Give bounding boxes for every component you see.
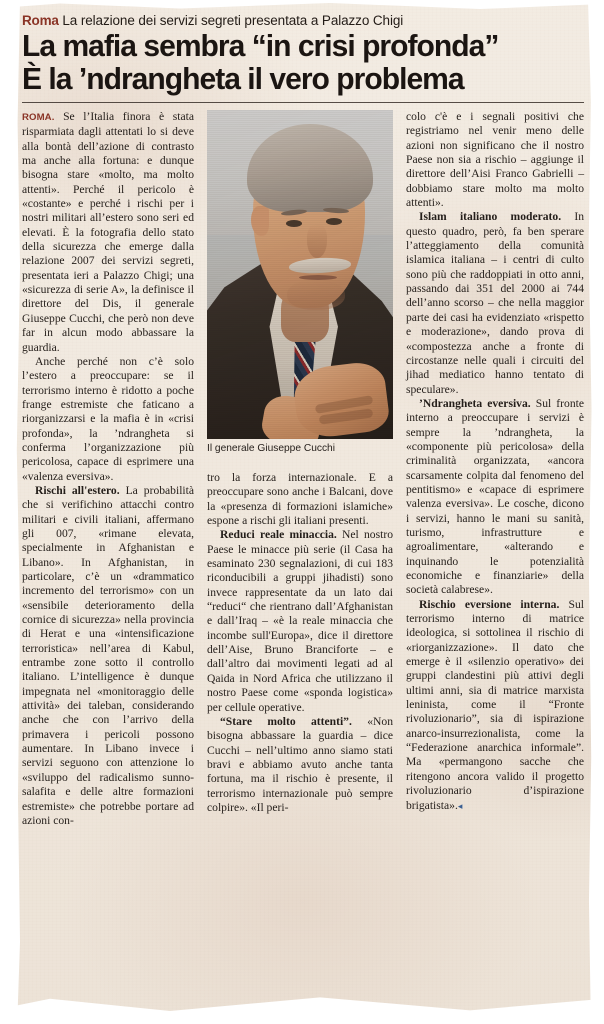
headline-line-2: È la ’ndrangheta il vero problema [22,62,464,96]
kicker-place: Roma [22,13,59,28]
paragraph: tro la forza internazionale. E a preoccupare sono anche i Balcani, dove la «presenza di formazioni islamiche» espone a rischi gli italiani presenti. [207,471,393,528]
column-3 [406,110,584,813]
photo-caption: Il generale Giuseppe Cucchi [207,443,335,454]
section-text: In questo quadro, però, fa ben sperare l’atteggiamento della comunità islamica italiana – i centri di culto sono più che raddoppiati in otto anni, passando dai 351 del 2000 ai 744 dell’anno scorso – che nella maggior parte dei casi ha evidenziato «rispetto e moderazione», dando prova di «compostezza anche a fronte di circostanze nelle quali i circuiti del jihad mediatico hanno tentato di speculare». [406,210,584,396]
portrait-photo [207,110,393,439]
photo-block [207,110,393,467]
photo-halftone-grain [207,110,393,439]
paragraph: colo c'è e i segnali positivi che registriamo nel venir meno delle azioni non significano che il nostro Paese non sia a rischio – aggiunge il direttore dell’Aisi Franco Gabrielli – dobbiamo stare molto ma molto attenti». [406,110,584,210]
caption-spacer [207,455,393,467]
section-title: Rischio eversione interna. [419,597,560,611]
paragraph-section [406,210,584,396]
headline-line-1: La mafia sembra “in crisi profonda” [22,29,499,63]
section-title: ’Ndrangheta eversiva. [419,396,531,410]
dateline: ROMA. [22,112,55,123]
kicker [22,12,584,29]
kicker-text: La relazione dei servizi segreti presentata a Palazzo Chigi [58,13,404,28]
column-1 [22,110,194,828]
paragraph-text: Se l’Italia finora è stata risparmiata dagli attentati lo si deve alla bontà dell’azione di contrasto ma anche alla fortuna: e dunque bisogna stare «molto, ma molto attenti». Perché il pericolo è «costante» e perché i rischi per i nostri militari all’estero sono seri ed elevati. È la fotografia dello stato della sicurezza che emerge dalla relazione 2007 dei servizi segreti, presentata ieri a Palazzo Chigi; una «sicurezza di serie A», la definisce il direttore del Dis, il generale Giuseppe Cucchi, che però non deve far in alcun modo abbassare la guardia. [22,110,194,354]
paragraph-section [406,598,584,813]
clipping-edge-top [0,0,604,10]
section-text: «Non bisogna abbassare la guardia – dice Cucchi – nell’ultimo anno siamo stati bravi e abbiamo avuto anche tanta fortuna, ma il rischio è presente, il terrorismo internazionale può sempre colpire». «Il peri- [207,714,393,814]
paragraph-section [22,484,194,828]
article-content [22,12,584,827]
paragraph-section [207,715,393,815]
section-text: Nel nostro Paese le minacce più serie (il Casa ha esaminato 230 segnalazioni, di cui 183 riconducibili a gruppi jihadisti) sono invece rappresentate da un lato dai “reduci“ che rientrano dall’Afghanistan e dall’Iraq – «è la reale minaccia che incombe sull'Europa», dice il direttore dell’Aise, Bruno Branciforte – e dall’altro dai movimenti legati ad al Qaida in Nord Africa che utilizzano il nostro Paese come «sponda logistica» per cellule operative. [207,528,393,714]
clipping-edge-bottom [0,988,604,1024]
section-text: La probabilità che si verifichino attacchi contro militari e civili italiani, affermano gli 007, «rimane elevata, specialmente in Afghanistan e Libano». In Afghanistan, in particolare, c’è un «drammatico incremento del terrorismo» con un «sensibile deterioramento della cornice di sicurezza» nella provincia di Herat e una «intensificazione terroristica» nell’area di Kabul, entrambe zone sotto il controllo italiano. L’intelligence è dunque impegnata nel «monitoraggio delle attività» dei taleban, considerando anche che con l’arrivo della primavera i pericoli possono aumentare. In Libano invece i servizi seguono con attenzione lo «sviluppo del radicalismo sunno-salafita e delle altre formazioni estremiste» che potrebbe portare ad azioni con- [22,483,195,827]
clipping-edge-left [0,0,20,1024]
end-mark: ◂ [457,800,463,811]
section-text: Sul terrorismo interno di matrice ideologica, si sottolinea il rischio di «riorganizzazione». Il dato che emerge è il «silenzio operativo» dei gruppi clandestini più attivi degli ultimi anni, sia di matrice marxista leninista, come il “Fronte rivoluzionario”, sia di ispirazione anarco-insurrezionalista, come la “Federazione anarchica informale”. Ma «permangono sacche che ritengono ancora valido il progetto rivoluzionario d’ispirazione brigatista». [406,597,584,812]
paragraph-section [406,397,584,598]
paragraph: Anche perché non c’è solo l’estero a preoccupare: se il terrorismo interno è ridotto a poche frange estremiste che faticano a riorganizzarsi e la mafia è in «crisi profonda», la ’ndrangheta si conferma l’organizzazione più pericolosa, capace di esprimere una «valenza eversiva». [22,354,194,483]
section-title: Rischi all'estero. [35,483,120,497]
section-title: Islam italiano moderato. [419,210,562,224]
section-text: Sul fronte interno a preoccupare i servizi è sempre la ’ndrangheta, la «componente più pericolosa» della criminalità organizzata, «ancora scarsamente colpita dal fenomeno del pentitismo» e «capace di esprimere valenza eversiva». Le cosche, dicono i servizi, hanno le mani su sanità, turismo, infrastrutture e agroalimentare, «alterando e inquinando le potenzialità economiche e finanziarie» della società calabrese». [406,396,584,597]
paragraph-section [207,528,393,714]
header-rule [22,102,584,103]
paragraph [22,110,194,355]
section-title: Reduci reale minaccia. [220,528,337,542]
section-title: “Stare molto attenti”. [220,714,352,728]
clipping-edge-right [588,0,604,1024]
column-2 [207,110,393,815]
